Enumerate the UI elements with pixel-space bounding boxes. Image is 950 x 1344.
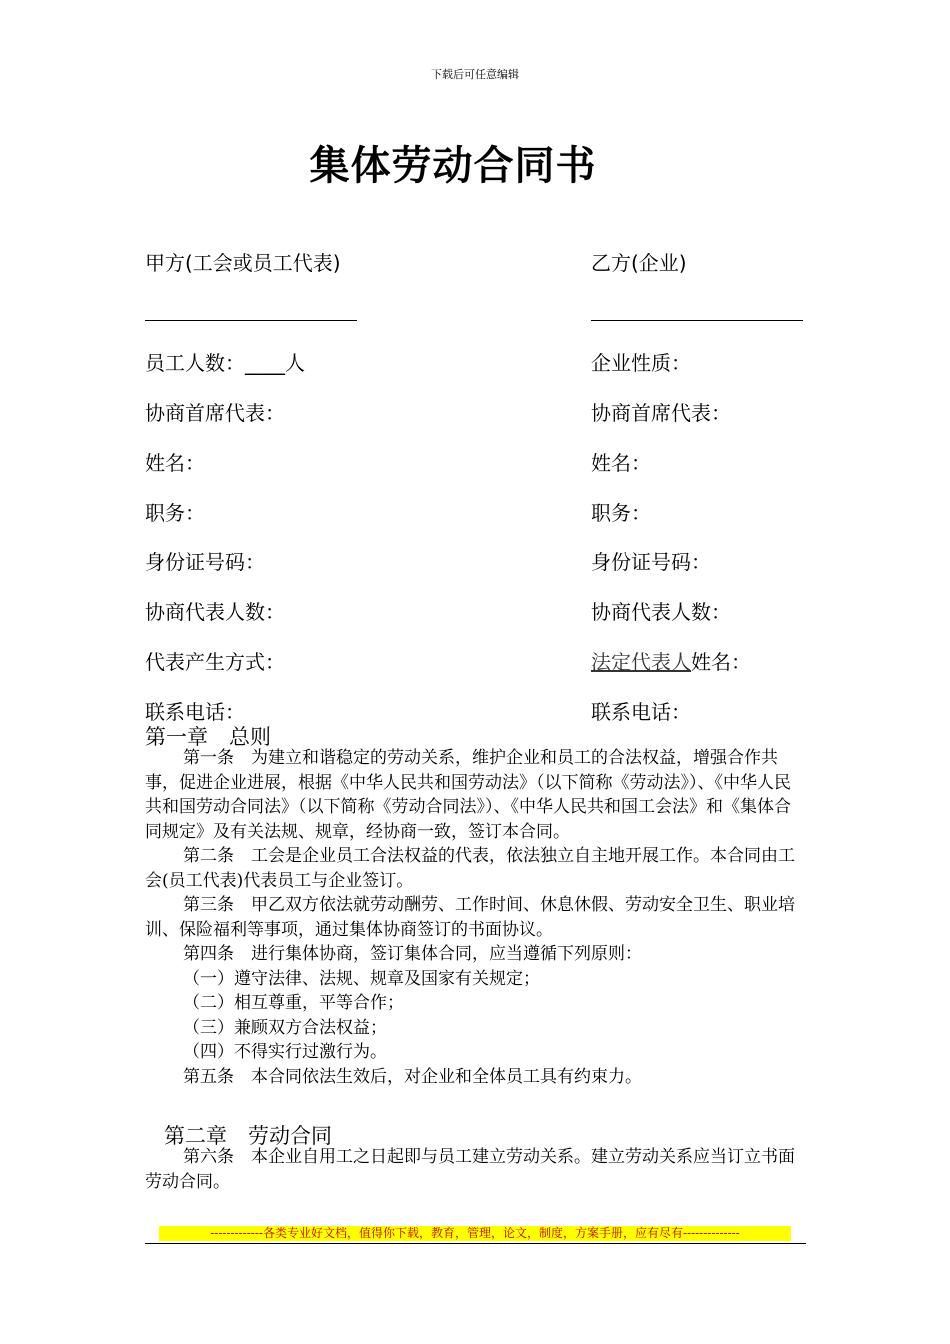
principle-1: （一）遵守法律、法规、规章及国家有关规定； — [183, 968, 540, 989]
party-b-chief-rep: 协商首席代表： — [591, 401, 731, 425]
principle-3: （三）兼顾双方合法权益； — [183, 1017, 387, 1038]
chapter-2-body — [145, 1145, 805, 1194]
legal-rep-link[interactable]: 法定代表人 — [591, 650, 691, 674]
party-a-name: 姓名： — [145, 451, 205, 475]
party-b-phone: 联系电话： — [591, 700, 691, 724]
article-2: 第二条 工会是企业员工合法权益的代表，依法独立自主地开展工作。本合同由工会(员工代表)代表员工与企业签订。 — [145, 846, 795, 891]
party-a-signature-line — [145, 320, 357, 321]
document-title: 集体劳动合同书 — [309, 143, 597, 189]
party-b-id-number: 身份证号码： — [591, 550, 711, 574]
article-1: 第一条 为建立和谐稳定的劳动关系，维护企业和员工的合法权益，增强合作共事，促进企业进展，根据《中华人民共和国劳动法》（以下简称《劳动法》）、《中华人民共和国劳动合同法》（以下简称《劳动合同法》）、《中华人民共和国工会法》和《集体合同规定》及有关法规、规章，经协商一致，签订本合同。 — [145, 748, 791, 842]
party-b-name: 姓名： — [591, 451, 651, 475]
footer-divider — [145, 1243, 806, 1244]
party-a-id-number: 身份证号码： — [145, 550, 265, 574]
legal-rep-suffix: 姓名： — [691, 650, 751, 674]
party-b-rep-count: 协商代表人数： — [591, 600, 731, 624]
party-a-position: 职务： — [145, 501, 205, 525]
footer-banner: -------------各类专业好文档，值得你下载，教育，管理，论文，制度，方案手册，应有尽有-------------- — [159, 1226, 791, 1241]
party-a-rep-count: 协商代表人数： — [145, 600, 285, 624]
chapter-2-heading: 第二章 劳动合同 — [164, 1124, 332, 1148]
party-b-company-type: 企业性质： — [591, 351, 691, 375]
chapter-1-heading: 第一章 总则 — [145, 725, 271, 749]
chapter-1-body — [145, 746, 805, 1089]
principle-4: （四）不得实行过激行为。 — [183, 1042, 387, 1062]
party-b-signature-line — [591, 320, 803, 321]
article-4: 第四条 进行集体协商，签订集体合同，应当遵循下列原则： — [183, 944, 642, 964]
article-6: 第六条 本企业自用工之日起即与员工建立劳动关系。建立劳动关系应当订立书面劳动合同。 — [145, 1147, 795, 1192]
principle-2: （二）相互尊重，平等合作； — [183, 993, 404, 1013]
article-5: 第五条 本合同依法生效后，对企业和全体员工具有约束力。 — [183, 1066, 642, 1087]
party-b-position: 职务： — [591, 501, 651, 525]
party-b-legal-rep — [591, 646, 751, 675]
article-3: 第三条 甲乙双方依法就劳动酬劳、工作时间、休息休假、劳动安全卫生、职业培训、保险福利等事项，通过集体协商签订的书面协议。 — [145, 895, 795, 940]
party-a-label: 甲方(工会或员工代表) — [145, 251, 341, 275]
party-a-rep-method: 代表产生方式： — [145, 650, 285, 674]
party-a-phone: 联系电话： — [145, 700, 245, 724]
party-a-staff-count: 员工人数：____人 — [145, 351, 305, 375]
party-a-chief-rep: 协商首席代表： — [145, 401, 285, 425]
header-note: 下载后可任意编辑 — [431, 68, 519, 81]
party-b-label: 乙方(企业) — [591, 251, 687, 275]
